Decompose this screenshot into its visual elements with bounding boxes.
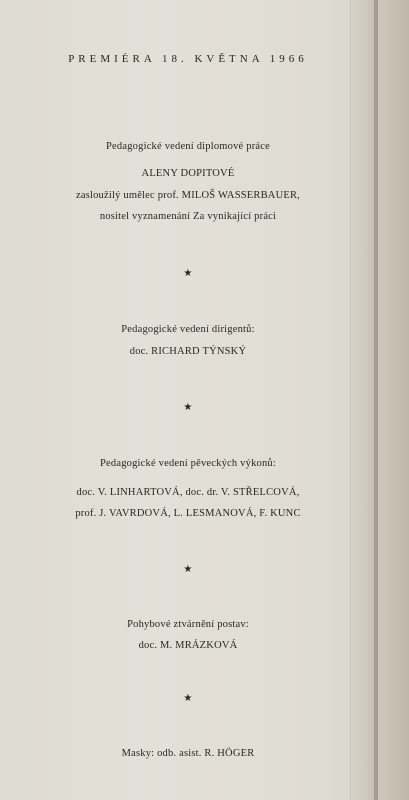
divider-star: ★	[183, 402, 193, 413]
back-sheet	[376, 0, 409, 800]
page-edge	[350, 0, 377, 800]
conductors-name: doc. RICHARD TÝNSKÝ	[129, 346, 247, 357]
movement-name: doc. M. MRÁZKOVÁ	[138, 640, 238, 651]
divider-star: ★	[183, 693, 193, 704]
conductors-heading: Pedagogické vedení dirigentů:	[121, 324, 255, 335]
diploma-award: nositel vyznamenání Za vynikající práci	[99, 211, 277, 222]
diploma-name: ALENY DOPITOVÉ	[141, 168, 235, 179]
diploma-teacher: zasloužilý umělec prof. MILOŠ WASSERBAUER,	[75, 190, 301, 201]
singers-line-1: doc. V. LINHARTOVÁ, doc. dr. V. STŘELCOVÁ,	[76, 487, 300, 498]
divider-star: ★	[183, 564, 193, 575]
masks-credit: Masky: odb. asist. R. HÖGER	[121, 748, 255, 759]
fold-shadow	[374, 0, 378, 800]
diploma-heading: Pedagogické vedení diplomové práce	[106, 141, 270, 152]
singers-line-2: prof. J. VAVRDOVÁ, L. LESMANOVÁ, F. KUNC	[75, 508, 301, 519]
movement-heading: Pohybové ztvárnění postav:	[127, 619, 249, 630]
divider-star: ★	[183, 268, 193, 279]
singers-heading: Pedagogické vedení pěveckých výkonů:	[99, 458, 277, 469]
premiere-date: PREMIÉRA 18. KVĚTNA 1966	[68, 53, 308, 65]
